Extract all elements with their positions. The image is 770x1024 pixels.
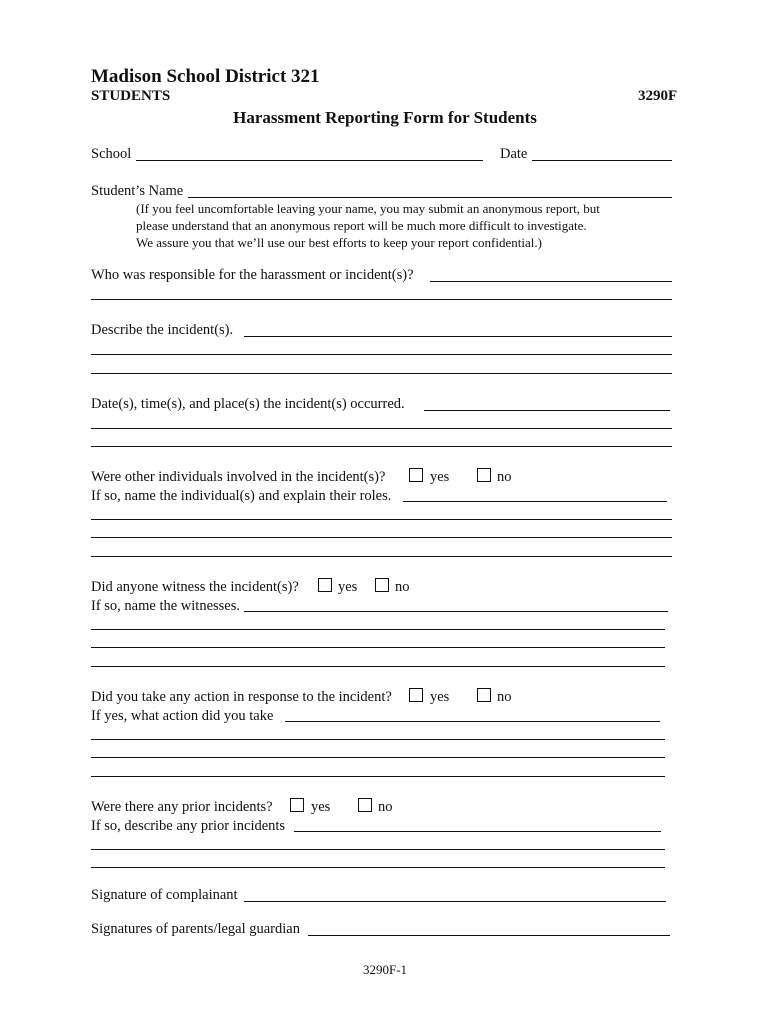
who-responsible-field[interactable] [430,281,672,282]
witness-line-3[interactable] [91,647,665,648]
dates-field[interactable] [424,410,670,411]
prior-yes-checkbox[interactable] [290,798,304,812]
page-footer-code: 3290F-1 [362,962,408,977]
prior-describe-field[interactable] [294,831,661,832]
witness-label: Did anyone witness the incident(s)? [91,579,299,595]
others-no-label: no [497,469,512,485]
form-code: 3290F [638,88,678,104]
anonymous-note-line-1: (If you feel uncomfortable leaving your name, you may submit an anonymous report, but [136,201,600,216]
action-label: Did you take any action in response to the incident? [91,689,392,705]
action-no-checkbox[interactable] [477,688,491,702]
others-explain-label: If so, name the individual(s) and explain their roles. [91,488,392,504]
signature-parents-field[interactable] [308,935,670,936]
prior-describe-label: If so, describe any prior incidents [91,818,286,834]
others-line-2[interactable] [91,519,672,520]
dates-line-2[interactable] [91,428,672,429]
describe-field[interactable] [244,336,672,337]
action-yes-label: yes [430,689,450,705]
prior-label: Were there any prior incidents? [91,799,273,815]
form-title: Harassment Reporting Form for Students [233,108,537,127]
others-no-checkbox[interactable] [477,468,491,482]
anonymous-note-line-2: please understand that an anonymous report will be much more difficult to investigate. [136,218,587,233]
student-name-label: Student’s Name [91,183,184,199]
witness-names-field[interactable] [244,611,668,612]
prior-yes-label: yes [311,799,331,815]
who-responsible-label: Who was responsible for the harassment or incident(s)? [91,267,414,283]
witness-line-2[interactable] [91,629,665,630]
date-label: Date [500,146,528,162]
action-yes-checkbox[interactable] [409,688,423,702]
witness-no-label: no [395,579,410,595]
witness-no-checkbox[interactable] [375,578,389,592]
signature-complainant-label: Signature of complainant [91,887,238,903]
prior-line-3[interactable] [91,867,665,868]
prior-no-label: no [378,799,393,815]
district-title: Madison School District 321 [91,66,320,87]
describe-line-2[interactable] [91,354,672,355]
dates-line-3[interactable] [91,446,672,447]
section-label: STUDENTS [91,88,171,104]
others-involved-label: Were other individuals involved in the incident(s)? [91,469,386,485]
dates-label: Date(s), time(s), and place(s) the incident(s) occurred. [91,396,405,412]
describe-label: Describe the incident(s). [91,322,234,338]
signature-parents-label: Signatures of parents/legal guardian [91,921,300,937]
student-name-field[interactable] [188,197,672,198]
action-what-field[interactable] [285,721,660,722]
action-line-3[interactable] [91,757,665,758]
prior-no-checkbox[interactable] [358,798,372,812]
signature-complainant-field[interactable] [244,901,666,902]
who-responsible-line-2[interactable] [91,299,672,300]
others-line-4[interactable] [91,556,672,557]
witness-yes-label: yes [338,579,358,595]
witness-line-4[interactable] [91,666,665,667]
school-field[interactable] [136,160,483,161]
action-what-label: If yes, what action did you take [91,708,274,724]
describe-line-3[interactable] [91,373,672,374]
date-field[interactable] [532,160,672,161]
others-explain-field[interactable] [403,501,667,502]
action-line-4[interactable] [91,776,665,777]
others-yes-label: yes [430,469,450,485]
others-line-3[interactable] [91,537,672,538]
action-line-2[interactable] [91,739,665,740]
school-label: School [91,146,132,162]
action-no-label: no [497,689,512,705]
others-yes-checkbox[interactable] [409,468,423,482]
prior-line-2[interactable] [91,849,665,850]
anonymous-note-line-3: We assure you that we’ll use our best efforts to keep your report confidential.) [136,235,542,250]
witness-yes-checkbox[interactable] [318,578,332,592]
witness-names-label: If so, name the witnesses. [91,598,240,614]
